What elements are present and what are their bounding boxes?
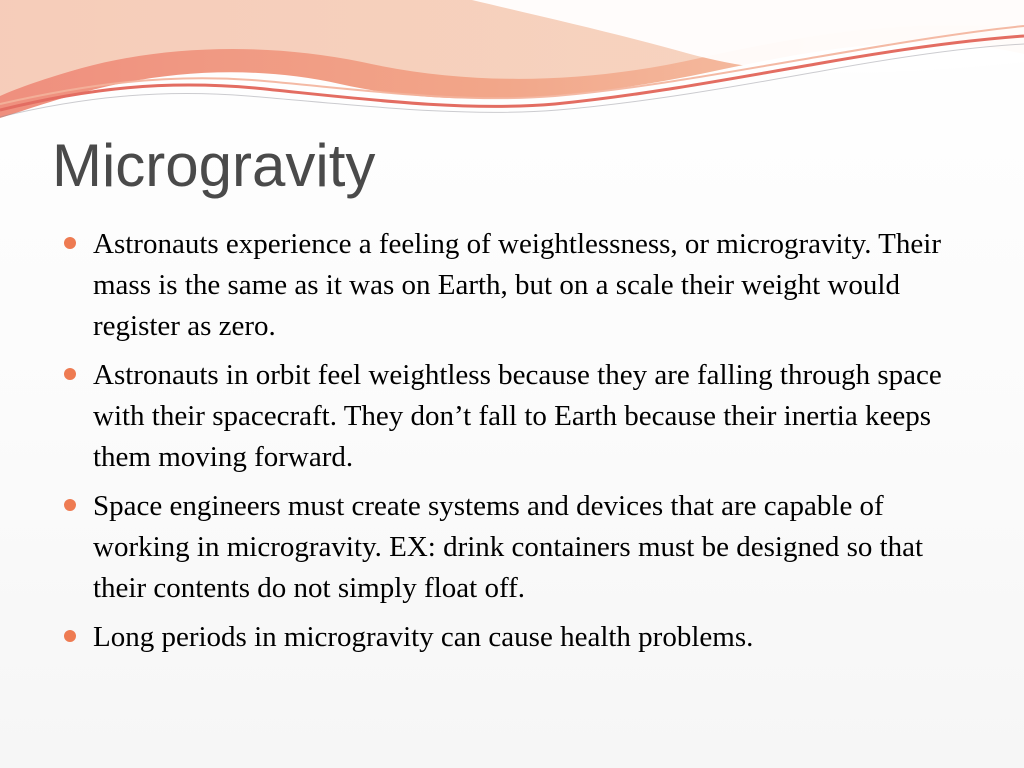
bullet-icon — [64, 499, 76, 511]
bullet-item-1 — [62, 224, 972, 347]
bullet-text: Astronauts experience a feeling of weightlessness, or microgravity. Their mass is the same as it was on Earth, but on a scale their weight would register as zero. — [93, 228, 941, 342]
bullet-item-4 — [62, 617, 972, 658]
slide-title: Microgravity — [52, 132, 376, 199]
bullet-text: Astronauts in orbit feel weightless because they are falling through space with their spacecraft. They don’t fall to Earth because their inertia keeps them moving forward. — [93, 359, 942, 473]
bullet-item-2 — [62, 355, 972, 478]
bullet-text: Long periods in microgravity can cause health problems. — [93, 621, 754, 653]
bullet-text: Space engineers must create systems and devices that are capable of working in microgravity. EX: drink containers must be designed so that their contents do not simply float off. — [93, 490, 924, 604]
bullet-icon — [64, 237, 76, 249]
decorative-wave-banner — [0, 0, 1024, 130]
bullet-list — [62, 224, 972, 666]
bullet-icon — [64, 368, 76, 380]
bullet-icon — [64, 630, 76, 642]
bullet-item-3 — [62, 486, 972, 609]
